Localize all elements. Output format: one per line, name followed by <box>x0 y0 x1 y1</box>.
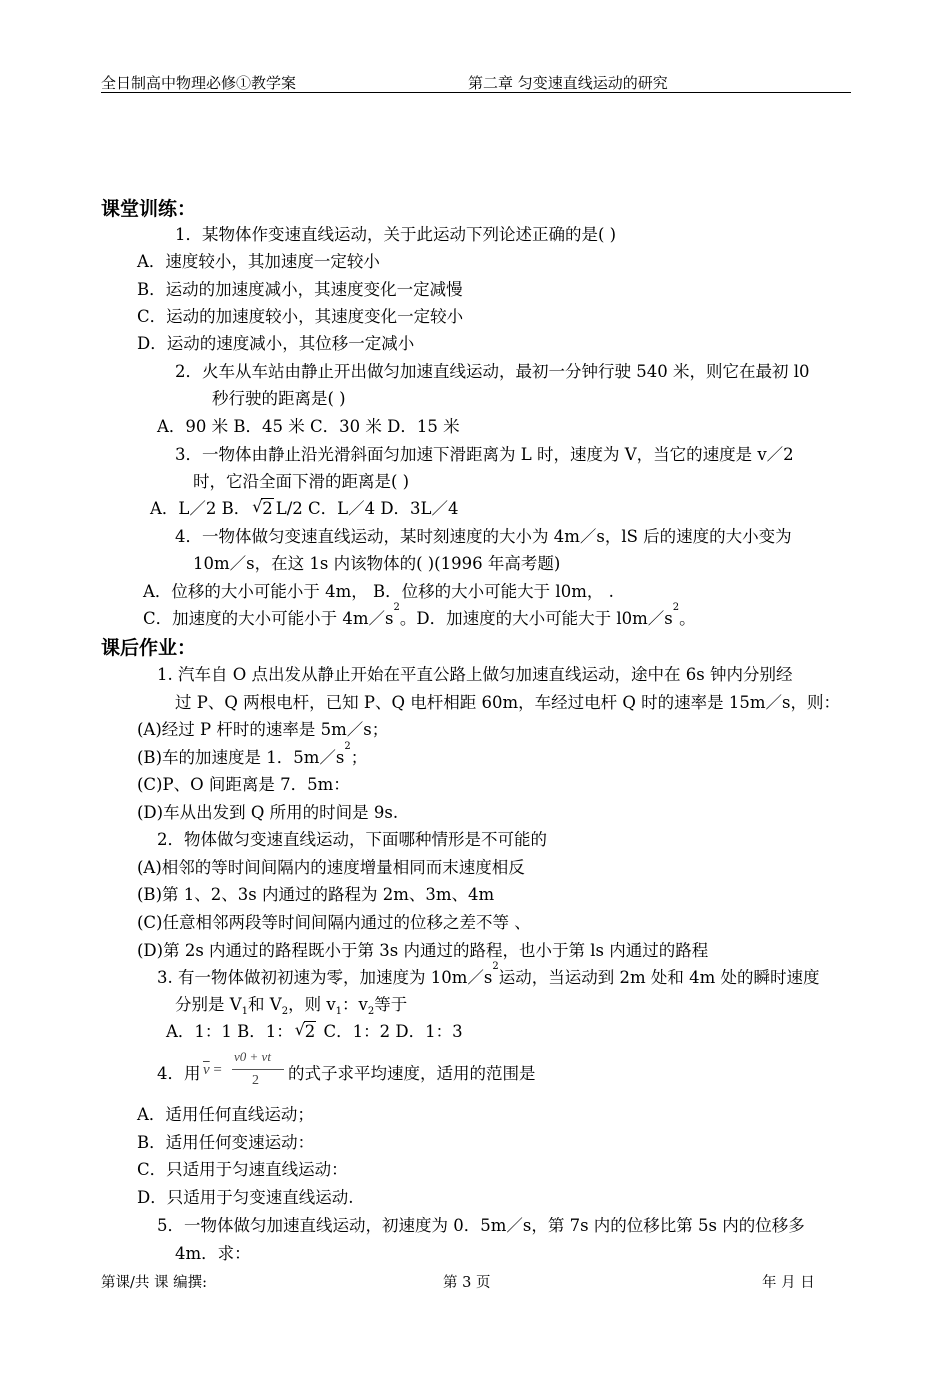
subscript: 2 <box>281 1006 289 1017</box>
s1-q4-options-cd <box>143 602 696 629</box>
text: ：v <box>342 995 368 1014</box>
s2-q2-option-b: (B)第 1、2、3s 内通过的路程为 2m、3m、4m <box>137 885 495 904</box>
superscript: 2 <box>393 602 400 613</box>
s1-q1-stem: 1．某物体作变速直线运动，关于此运动下列论述正确的是( ) <box>175 225 617 244</box>
section-title-homework: 课后作业： <box>101 637 197 659</box>
s1-q1-option-b: B．运动的加速度减小，其速度变化一定减慢 <box>137 280 463 299</box>
subscript: 2 <box>367 1006 375 1017</box>
s2-q3-options <box>166 1018 463 1042</box>
subscript: 1 <box>241 1006 249 1017</box>
s1-q4-stem-line1: 4．一物体做匀变速直线运动，某时刻速度的大小为 4m／s，lS 后的速度的大小变为 <box>175 527 792 546</box>
text: 和 V <box>248 995 282 1014</box>
subscript: 1 <box>335 1006 343 1017</box>
s1-q2-stem-line2: 秒行驶的距离是( ) <box>212 389 346 408</box>
s2-q3-stem-text-end: 运动，当运动到 2m 处和 4m 处的瞬时速度 <box>498 968 820 987</box>
s1-q3-options <box>150 495 459 519</box>
s2-q2-option-d: (D)第 2s 内通过的路程既小于第 3s 内通过的路程，也小于第 ls 内通过的路程 <box>137 941 709 960</box>
punct: 。 <box>679 609 696 628</box>
s1-q4-option-c: C．加速度的大小可能小于 4m／s <box>143 609 394 628</box>
s1-q2-stem-line1: 2．火车从车站由静止开出做匀加速直线运动，最初一分钟行驶 540 米，则它在最初 l0 <box>175 362 810 381</box>
s1-q4-options-ab: A．位移的大小可能小于 4m， B．位移的大小可能大于 l0m， . <box>143 582 614 601</box>
text: 分别是 V <box>175 995 242 1014</box>
s1-q3-option-a: A．L／2 B． <box>150 499 251 518</box>
s1-q3-stem-line1: 3．一物体由静止沿光滑斜面匀加速下滑距离为 L 时，速度为 V，当它的速度是 v／2 <box>175 445 794 464</box>
superscript: 2 <box>344 741 351 752</box>
s2-q1-option-a: (A)经过 P 杆时的速率是 5m／s； <box>137 720 389 739</box>
s2-q4-option-b: B．适用任何变速运动： <box>137 1133 315 1152</box>
s2-q1-option-b <box>137 741 368 768</box>
s2-q1-option-c: (C)P、O 间距离是 7．5m： <box>137 775 350 794</box>
superscript: 2 <box>672 602 680 613</box>
formula-vbar <box>203 1062 222 1079</box>
s2-q4-stem-pre: 4．用 <box>157 1064 201 1083</box>
formula-fraction-bar <box>232 1069 284 1070</box>
s2-q4-option-a: A．适用任何直线运动； <box>137 1105 314 1124</box>
s1-q3-stem-line2: 时，它沿全面下滑的距离是( ) <box>193 472 410 491</box>
footer-date: 年 月 日 <box>762 1275 815 1291</box>
section-title-classroom: 课堂训练： <box>101 198 197 220</box>
s2-q5-stem-line2: 4m．求： <box>175 1244 251 1263</box>
formula-v: $\overline{v}$ <box>203 1062 210 1078</box>
header-rule <box>101 92 851 93</box>
header-left: 全日制高中物理必修①教学案 <box>101 74 297 92</box>
s1-q3-option-rest: L/2 C．L／4 D．3L／4 <box>275 499 459 518</box>
sqrt-symbol: √ 2 <box>294 1020 316 1041</box>
punct: ； <box>350 748 368 767</box>
s1-q1-option-d: D．运动的速度减小，其位移一定减小 <box>137 334 415 353</box>
footer-left: 第课/共 课 编撰: <box>101 1275 207 1291</box>
s1-q1-option-a: A．速度较小，其加速度一定较小 <box>137 252 380 271</box>
s2-q4-option-c: C．只适用于匀速直线运动： <box>137 1160 348 1179</box>
s2-q3-option-ab: A．1：1 B．1： <box>166 1022 293 1041</box>
s2-q2-option-c: (C)任意相邻两段等时间间隔内通过的位移之差不等 、 <box>137 913 531 932</box>
s1-q2-options: A．90 米 B．45 米 C．30 米 D．15 米 <box>157 417 460 436</box>
s2-q1-stem-line2: 过 P、Q 两根电杆，已知 P、Q 电杆相距 60m，车经过电杆 Q 时的速率是 15m／s，则： <box>175 693 840 712</box>
s2-q1-option-d: (D)车从出发到 Q 所用的时间是 9s. <box>137 803 399 822</box>
sqrt-value: 2 <box>304 1022 316 1041</box>
s2-q3-option-cd: C．1：2 D．1：3 <box>318 1022 463 1041</box>
formula-numerator: v0 + vt <box>234 1049 271 1064</box>
s2-q3-stem-text: 3. 有一物体做初初速为零，加速度为 10m／s <box>157 968 493 987</box>
s2-q3-stem-line1 <box>157 961 820 988</box>
s1-q4-stem-line2: 10m／s，在这 1s 内该物体的( )(1996 年高考题) <box>193 554 561 573</box>
s2-q2-stem: 2．物体做匀变速直线运动，下面哪种情形是不可能的 <box>157 830 547 849</box>
s2-q1-stem-line1: 1. 汽车自 O 点出发从静止开始在平直公路上做匀加速直线运动，途中在 6s 钟内分别经 <box>157 665 793 684</box>
superscript: 2 <box>492 961 499 972</box>
text: ，则 v <box>288 995 336 1014</box>
s1-q1-option-c: C．运动的加速度较小，其速度变化一定较小 <box>137 307 464 326</box>
s2-q4-stem-post: 的式子求平均速度，适用的范围是 <box>288 1064 536 1083</box>
header-right: 第二章 匀变速直线运动的研究 <box>468 74 668 92</box>
s2-q3-stem-line2 <box>175 991 407 1015</box>
s2-q1-option-b-text: (B)车的加速度是 1．5m／s <box>137 748 345 767</box>
formula-denominator: 2 <box>252 1073 259 1088</box>
footer-page-number: 第 3 页 <box>443 1275 491 1291</box>
s2-q5-stem-line1: 5．一物体做匀加速直线运动，初速度为 0．5m／s，第 7s 内的位移比第 5s 内的位移多 <box>157 1216 805 1235</box>
s1-q4-option-d: 。D．加速度的大小可能大于 l0m／s <box>399 609 673 628</box>
text: 等于 <box>374 995 408 1014</box>
formula-eq: = <box>213 1062 222 1078</box>
s2-q2-option-a: (A)相邻的等时间间隔内的速度增量相同而末速度相反 <box>137 858 525 877</box>
sqrt-symbol: √ 2 <box>252 497 273 518</box>
s2-q4-option-d: D．只适用于匀变速直线运动. <box>137 1188 354 1207</box>
sqrt-value: 2 <box>262 499 273 518</box>
